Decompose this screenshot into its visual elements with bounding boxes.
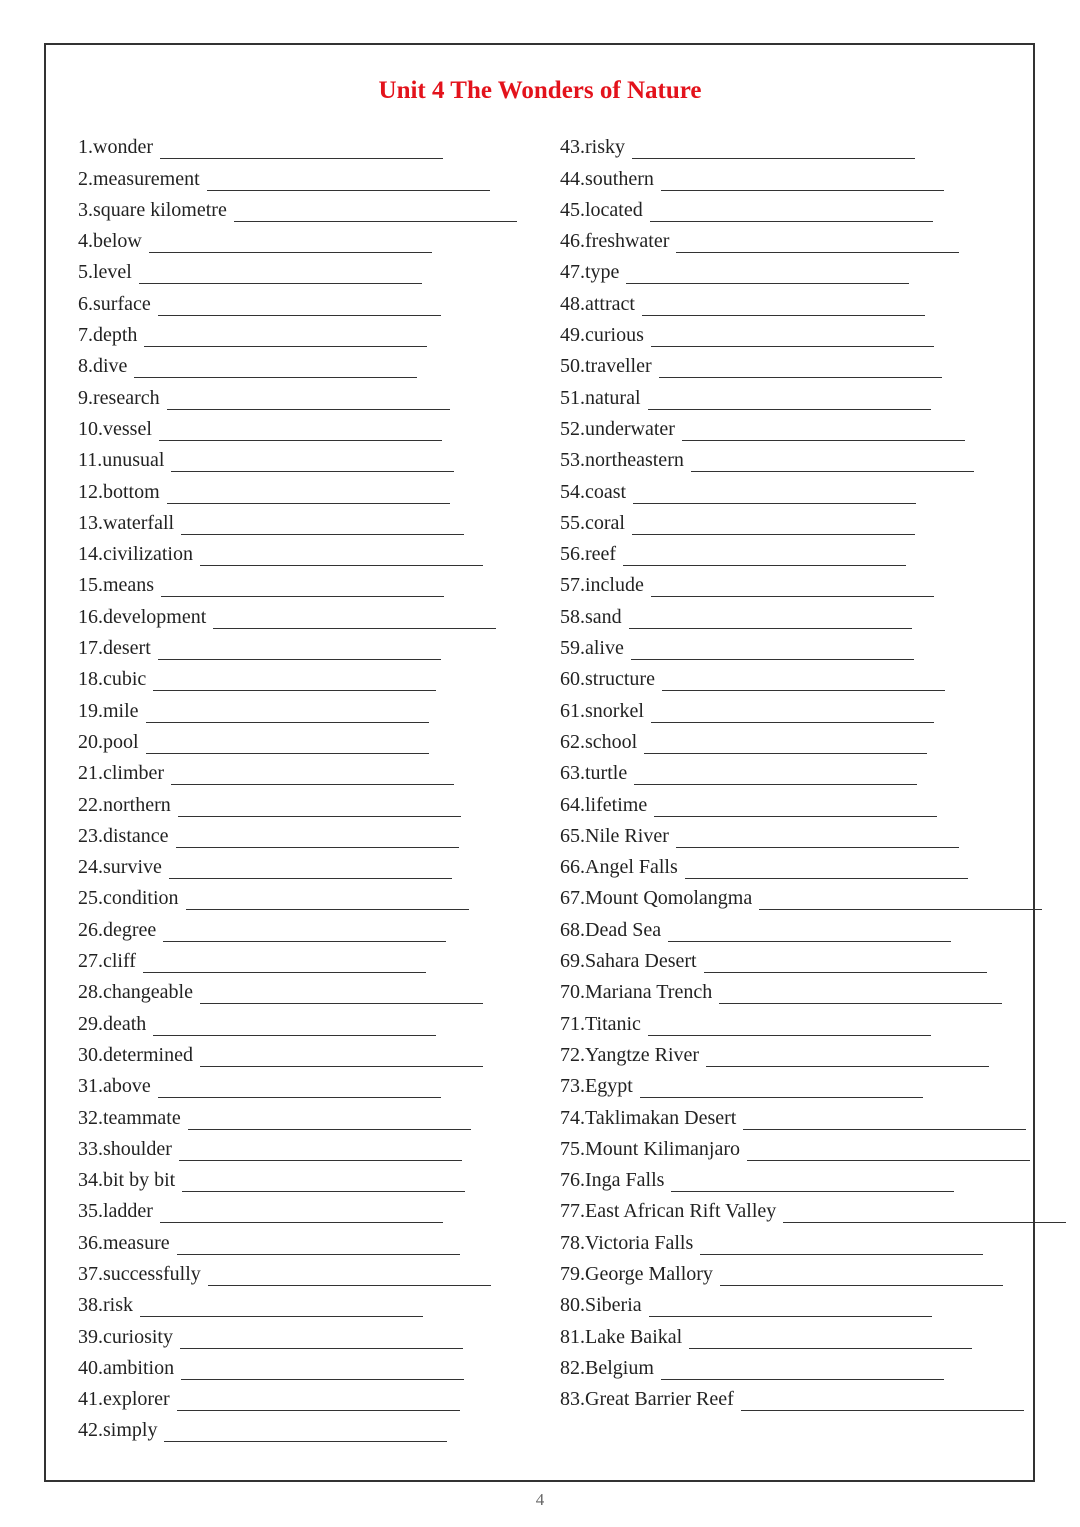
vocab-word: 67.Mount Qomolangma (560, 887, 753, 910)
answer-blank[interactable] (648, 393, 931, 410)
vocab-word: 56.reef (560, 543, 617, 566)
answer-blank[interactable] (159, 424, 442, 441)
answer-blank[interactable] (743, 1113, 1026, 1130)
answer-blank[interactable] (140, 1300, 423, 1317)
answer-blank[interactable] (160, 142, 443, 159)
vocab-word: 13.waterfall (78, 511, 175, 534)
answer-blank[interactable] (626, 267, 909, 284)
vocab-word: 83.Great Barrier Reef (560, 1388, 734, 1411)
vocab-word: 17.desert (78, 637, 151, 660)
answer-blank[interactable] (177, 1394, 460, 1411)
answer-blank[interactable] (632, 518, 915, 535)
answer-blank[interactable] (671, 1175, 954, 1192)
vocab-item (78, 848, 517, 879)
answer-blank[interactable] (783, 1206, 1066, 1223)
answer-blank[interactable] (134, 361, 417, 378)
vocab-word: 27.cliff (78, 950, 136, 973)
vocab-item (78, 879, 517, 910)
vocab-word: 6.surface (78, 292, 151, 315)
vocab-word: 70.Mariana Trench (560, 981, 713, 1004)
answer-blank[interactable] (177, 1238, 460, 1255)
vocab-item (560, 222, 1066, 253)
answer-blank[interactable] (208, 1269, 491, 1286)
vocab-word: 47.type (560, 261, 620, 284)
page-number: 4 (535, 1490, 545, 1509)
answer-blank[interactable] (650, 205, 933, 222)
answer-blank[interactable] (171, 455, 454, 472)
answer-blank[interactable] (167, 393, 450, 410)
answer-blank[interactable] (167, 487, 450, 504)
vocab-item (560, 128, 1066, 159)
answer-blank[interactable] (158, 643, 441, 660)
vocab-item (560, 1130, 1066, 1161)
answer-blank[interactable] (164, 1425, 447, 1442)
vocab-item (78, 1067, 517, 1098)
vocab-item (78, 942, 517, 973)
vocab-word: 43.risky (560, 136, 625, 159)
vocab-item (78, 691, 517, 722)
answer-blank[interactable] (153, 1019, 436, 1036)
vocab-word: 63.turtle (560, 762, 628, 785)
vocab-item (560, 410, 1066, 441)
vocab-word: 59.alive (560, 637, 624, 660)
answer-blank[interactable] (747, 1144, 1030, 1161)
vocab-item (560, 1317, 1066, 1348)
vocab-item (78, 1286, 517, 1317)
vocab-item (560, 191, 1066, 222)
vocab-word: 64.lifetime (560, 793, 648, 816)
vocab-word: 46.freshwater (560, 230, 670, 253)
vocab-word: 58.sand (560, 605, 622, 628)
vocab-word: 75.Mount Kilimanjaro (560, 1137, 740, 1160)
vocab-word: 38.risk (78, 1294, 133, 1317)
answer-blank[interactable] (741, 1394, 1024, 1411)
answer-blank[interactable] (661, 174, 944, 191)
vocab-item (560, 723, 1066, 754)
vocab-item (78, 378, 517, 409)
vocab-item (78, 817, 517, 848)
vocab-item (560, 472, 1066, 503)
vocab-item (78, 1317, 517, 1348)
vocab-word: 53.northeastern (560, 449, 684, 472)
vocab-word: 24.survive (78, 856, 162, 879)
vocab-item (560, 504, 1066, 535)
vocab-item (560, 629, 1066, 660)
vocab-item (78, 1161, 517, 1192)
vocab-word: 30.determined (78, 1043, 193, 1066)
vocab-item (560, 1286, 1066, 1317)
vocab-item (78, 1098, 517, 1129)
vocab-item (78, 504, 517, 535)
vocab-word: 1.wonder (78, 136, 153, 159)
vocab-item (560, 754, 1066, 785)
answer-blank[interactable] (169, 862, 452, 879)
vocab-item (78, 284, 517, 315)
vocab-item (560, 441, 1066, 472)
vocab-word: 72.Yangtze River (560, 1043, 700, 1066)
answer-blank[interactable] (188, 1113, 471, 1130)
vocab-word: 12.bottom (78, 480, 160, 503)
vocab-word: 36.measure (78, 1231, 170, 1254)
vocab-item (78, 1349, 517, 1380)
answer-blank[interactable] (181, 518, 464, 535)
vocab-item (78, 629, 517, 660)
answer-blank[interactable] (153, 674, 436, 691)
answer-blank[interactable] (178, 800, 461, 817)
answer-blank[interactable] (179, 1144, 462, 1161)
vocab-item (560, 973, 1066, 1004)
vocab-word: 18.cubic (78, 668, 147, 691)
answer-blank[interactable] (207, 174, 490, 191)
answer-blank[interactable] (661, 1363, 944, 1380)
vocab-item (78, 910, 517, 941)
answer-blank[interactable] (186, 893, 469, 910)
vocab-word: 19.mile (78, 699, 139, 722)
answer-blank[interactable] (160, 1206, 443, 1223)
answer-blank[interactable] (139, 267, 422, 284)
vocab-word: 25.condition (78, 887, 179, 910)
answer-blank[interactable] (651, 580, 934, 597)
answer-blank[interactable] (642, 299, 925, 316)
vocab-item (560, 566, 1066, 597)
vocab-item (560, 1223, 1066, 1254)
vocab-item (560, 378, 1066, 409)
vocab-word: 5.level (78, 261, 132, 284)
vocab-word: 73.Egypt (560, 1075, 633, 1098)
vocab-word: 33.shoulder (78, 1137, 172, 1160)
vocab-item (560, 159, 1066, 190)
vocab-item (78, 535, 517, 566)
vocab-word: 40.ambition (78, 1356, 175, 1379)
vocab-word: 16.development (78, 605, 207, 628)
vocab-word: 22.northern (78, 793, 171, 816)
vocab-word: 55.coral (560, 511, 625, 534)
answer-blank[interactable] (180, 1332, 463, 1349)
vocab-word: 61.snorkel (560, 699, 644, 722)
answer-blank[interactable] (631, 643, 914, 660)
vocab-item (560, 1192, 1066, 1223)
answer-blank[interactable] (662, 674, 945, 691)
answer-blank[interactable] (676, 236, 959, 253)
vocab-item (560, 535, 1066, 566)
vocab-item (78, 472, 517, 503)
answer-blank[interactable] (691, 455, 974, 472)
vocab-word: 11.unusual (78, 449, 165, 472)
vocab-word: 66.Angel Falls (560, 856, 678, 879)
vocab-word: 9.research (78, 386, 160, 409)
answer-blank[interactable] (149, 236, 432, 253)
page-title: Unit 4 The Wonders of Nature (378, 77, 702, 104)
vocab-word: 50.traveller (560, 355, 652, 378)
vocab-item (560, 1004, 1066, 1035)
vocab-item (560, 316, 1066, 347)
vocab-item (560, 817, 1066, 848)
vocab-item (560, 597, 1066, 628)
answer-blank[interactable] (629, 612, 912, 629)
vocab-word: 14.civilization (78, 543, 193, 566)
answer-blank[interactable] (163, 925, 446, 942)
vocab-word: 37.successfully (78, 1262, 201, 1285)
vocab-item (78, 191, 517, 222)
vocab-word: 45.located (560, 198, 643, 221)
vocab-word: 69.Sahara Desert (560, 950, 697, 973)
vocab-item (78, 441, 517, 472)
answer-blank[interactable] (706, 1050, 989, 1067)
vocab-item (78, 660, 517, 691)
vocab-item (78, 566, 517, 597)
vocab-word: 3.square kilometre (78, 198, 227, 221)
vocab-word: 34.bit by bit (78, 1169, 176, 1192)
vocab-item (560, 1161, 1066, 1192)
vocab-word: 41.explorer (78, 1388, 170, 1411)
right-vocab-column (560, 128, 1066, 1411)
vocab-word: 48.attract (560, 292, 635, 315)
answer-blank[interactable] (719, 987, 1002, 1004)
answer-blank[interactable] (182, 1175, 465, 1192)
answer-blank[interactable] (633, 487, 916, 504)
vocab-word: 7.depth (78, 324, 138, 347)
vocab-item (560, 660, 1066, 691)
answer-blank[interactable] (146, 706, 429, 723)
vocab-item (78, 1255, 517, 1286)
vocab-item (78, 222, 517, 253)
answer-blank[interactable] (651, 330, 934, 347)
answer-blank[interactable] (161, 580, 444, 597)
answer-blank[interactable] (632, 142, 915, 159)
vocab-word: 79.George Mallory (560, 1262, 713, 1285)
vocab-word: 81.Lake Baikal (560, 1325, 683, 1348)
left-vocab-column (78, 128, 517, 1442)
vocab-word: 62.school (560, 730, 638, 753)
vocab-word: 78.Victoria Falls (560, 1231, 694, 1254)
answer-blank[interactable] (676, 831, 959, 848)
vocab-item (560, 1067, 1066, 1098)
answer-blank[interactable] (200, 987, 483, 1004)
vocab-word: 54.coast (560, 480, 627, 503)
answer-blank[interactable] (171, 768, 454, 785)
vocab-item (560, 1349, 1066, 1380)
vocab-item (78, 1192, 517, 1223)
vocab-word: 29.death (78, 1012, 147, 1035)
vocab-item (78, 253, 517, 284)
vocab-item (560, 879, 1066, 910)
vocab-word: 52.underwater (560, 417, 675, 440)
vocab-item (78, 973, 517, 1004)
answer-blank[interactable] (200, 549, 483, 566)
answer-blank[interactable] (143, 956, 426, 973)
answer-blank[interactable] (689, 1332, 972, 1349)
answer-blank[interactable] (651, 706, 934, 723)
answer-blank[interactable] (158, 299, 441, 316)
answer-blank[interactable] (685, 862, 968, 879)
vocab-word: 77.East African Rift Valley (560, 1200, 777, 1223)
answer-blank[interactable] (759, 893, 1042, 910)
answer-blank[interactable] (200, 1050, 483, 1067)
vocab-item (78, 1380, 517, 1411)
vocab-word: 49.curious (560, 324, 644, 347)
vocab-word: 26.degree (78, 918, 157, 941)
vocab-item (78, 1004, 517, 1035)
vocab-item (78, 347, 517, 378)
vocab-word: 76.Inga Falls (560, 1169, 665, 1192)
vocab-word: 4.below (78, 230, 142, 253)
answer-blank[interactable] (644, 737, 927, 754)
vocab-word: 21.climber (78, 762, 165, 785)
answer-blank[interactable] (144, 330, 427, 347)
vocab-item (560, 942, 1066, 973)
answer-blank[interactable] (649, 1300, 932, 1317)
vocab-word: 28.changeable (78, 981, 193, 1004)
vocab-item (560, 785, 1066, 816)
vocab-item (560, 848, 1066, 879)
answer-blank[interactable] (700, 1238, 983, 1255)
vocab-word: 15.means (78, 574, 155, 597)
answer-blank[interactable] (213, 612, 496, 629)
vocab-word: 74.Taklimakan Desert (560, 1106, 737, 1129)
answer-blank[interactable] (654, 800, 937, 817)
vocab-item (78, 316, 517, 347)
vocab-word: 68.Dead Sea (560, 918, 662, 941)
answer-blank[interactable] (234, 205, 517, 222)
vocab-item (78, 410, 517, 441)
vocab-item (78, 723, 517, 754)
vocab-word: 42.simply (78, 1419, 158, 1442)
vocab-word: 51.natural (560, 386, 641, 409)
answer-blank[interactable] (668, 925, 951, 942)
vocab-item (78, 785, 517, 816)
answer-blank[interactable] (146, 737, 429, 754)
vocab-item (78, 128, 517, 159)
answer-blank[interactable] (682, 424, 965, 441)
vocab-word: 65.Nile River (560, 824, 669, 847)
vocab-word: 32.teammate (78, 1106, 181, 1129)
vocab-word: 2.measurement (78, 167, 200, 190)
vocab-word: 80.Siberia (560, 1294, 642, 1317)
vocab-item (560, 1380, 1066, 1411)
vocab-item (560, 910, 1066, 941)
vocab-word: 60.structure (560, 668, 655, 691)
vocab-item (78, 754, 517, 785)
vocab-word: 44.southern (560, 167, 654, 190)
vocab-word: 20.pool (78, 730, 139, 753)
vocab-item (560, 1098, 1066, 1129)
vocab-item (560, 253, 1066, 284)
vocab-word: 39.curiosity (78, 1325, 173, 1348)
answer-blank[interactable] (634, 768, 917, 785)
answer-blank[interactable] (704, 956, 987, 973)
answer-blank[interactable] (158, 1081, 441, 1098)
vocab-word: 71.Titanic (560, 1012, 641, 1035)
vocab-item (560, 1036, 1066, 1067)
answer-blank[interactable] (720, 1269, 1003, 1286)
vocab-word: 82.Belgium (560, 1356, 654, 1379)
vocab-word: 10.vessel (78, 417, 152, 440)
vocab-item (560, 284, 1066, 315)
vocab-word: 57.include (560, 574, 644, 597)
answer-blank[interactable] (659, 361, 942, 378)
vocab-item (78, 1411, 517, 1442)
vocab-word: 31.above (78, 1075, 151, 1098)
vocab-item (78, 159, 517, 190)
vocab-word: 35.ladder (78, 1200, 153, 1223)
vocab-word: 8.dive (78, 355, 128, 378)
vocab-word: 23.distance (78, 824, 169, 847)
vocab-item (78, 597, 517, 628)
vocab-item (78, 1223, 517, 1254)
vocab-item (560, 691, 1066, 722)
vocab-item (78, 1036, 517, 1067)
vocab-item (78, 1130, 517, 1161)
vocab-item (560, 347, 1066, 378)
answer-blank[interactable] (640, 1081, 923, 1098)
answer-blank[interactable] (181, 1363, 464, 1380)
answer-blank[interactable] (176, 831, 459, 848)
vocab-item (560, 1255, 1066, 1286)
answer-blank[interactable] (648, 1019, 931, 1036)
answer-blank[interactable] (623, 549, 906, 566)
